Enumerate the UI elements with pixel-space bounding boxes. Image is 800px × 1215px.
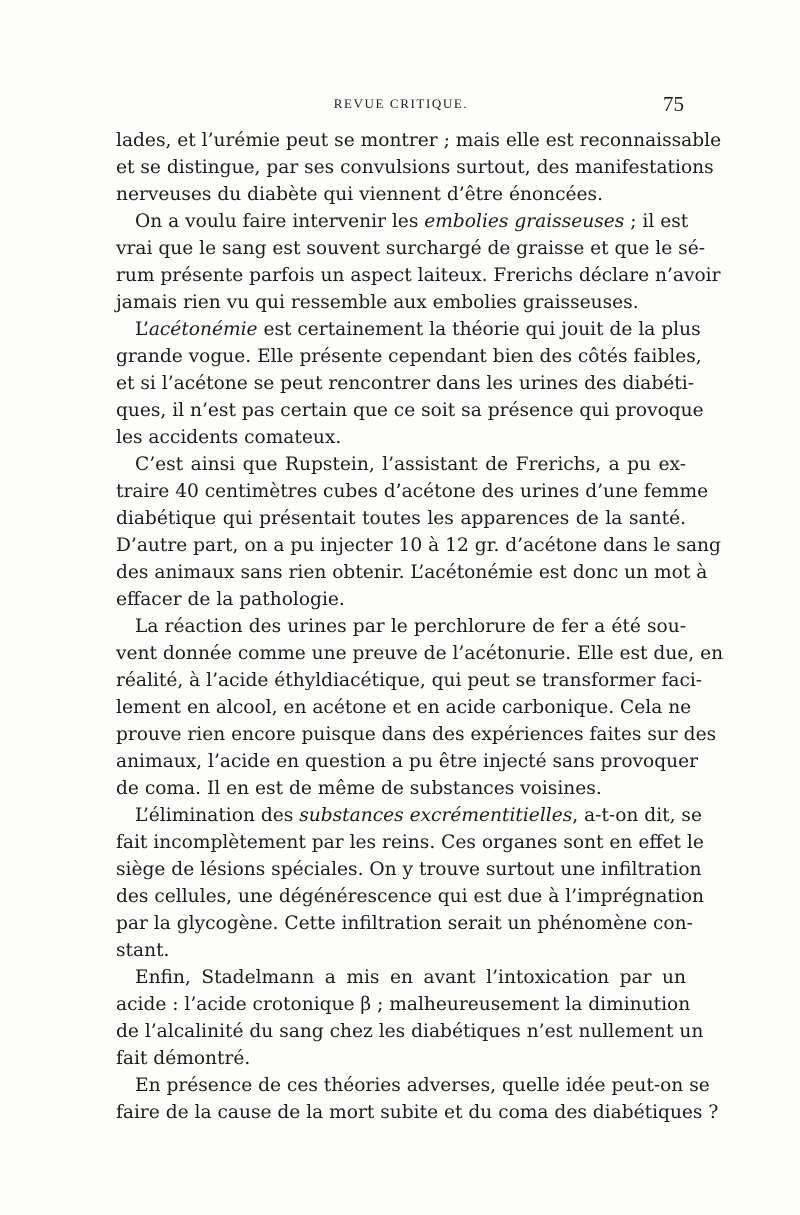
text-line: réalité, à l’acide éthyldiacétique, qui peut se transformer faci- bbox=[116, 670, 703, 691]
text-line: Enfin, Stadelmann a mis en avant l’intoxication par un bbox=[135, 967, 686, 988]
line-text: On a voulu faire intervenir les bbox=[135, 211, 425, 232]
line-text: , a-t-on dit, se bbox=[572, 805, 702, 826]
body-text bbox=[116, 127, 724, 1126]
text-line: animaux, l’acide en question a pu être injecté sans provoquer bbox=[116, 751, 698, 772]
italic-term: embolies graisseuses bbox=[424, 211, 625, 232]
text-line: jamais rien vu qui ressemble aux embolies graisseuses. bbox=[116, 292, 639, 313]
text-line bbox=[116, 316, 701, 343]
text-line: et si l’acétone se peut rencontrer dans les urines des diabéti- bbox=[116, 373, 694, 394]
text-line: prouve rien encore puisque dans des expériences faites sur des bbox=[116, 724, 717, 745]
text-line bbox=[116, 802, 702, 829]
text-line: nerveuses du diabète qui viennent d’être énoncées. bbox=[116, 184, 603, 205]
text-line: fait incomplètement par les reins. Ces organes sont en effet le bbox=[116, 832, 704, 853]
text-line: fait démontré. bbox=[116, 1048, 251, 1069]
running-title: REVUE CRITIQUE. bbox=[333, 96, 469, 111]
text-line: D’autre part, on a pu injecter 10 à 12 gr. d’acétone dans le sang bbox=[116, 535, 721, 556]
text-line: grande vogue. Elle présente cependant bien des côtés faibles, bbox=[116, 346, 702, 367]
italic-term: acétonémie bbox=[148, 319, 258, 340]
text-line: diabétique qui présentait toutes les apparences de la santé. bbox=[116, 508, 686, 529]
text-line: de l’alcalinité du sang chez les diabétiques n’est nullement un bbox=[116, 1021, 704, 1042]
text-line: les accidents comateux. bbox=[116, 427, 342, 448]
text-line: siège de lésions spéciales. On y trouve surtout une infiltration bbox=[116, 859, 702, 880]
line-text: L’élimination des bbox=[135, 805, 300, 826]
text-line: lades, et l’urémie peut se montrer ; mais elle est reconnaissable bbox=[116, 130, 722, 151]
text-line: et se distingue, par ses convulsions surtout, des manifestations bbox=[116, 157, 714, 178]
text-line bbox=[116, 208, 689, 235]
text-line: C’est ainsi que Rupstein, l’assistant de Frerichs, a pu ex- bbox=[135, 454, 686, 475]
text-line: acide : l’acide crotonique β ; malheureusement la diminution bbox=[116, 994, 691, 1015]
text-line: En présence de ces théories adverses, quelle idée peut-on se bbox=[135, 1075, 710, 1096]
page-header bbox=[116, 92, 686, 118]
text-line: lement en alcool, en acétone et en acide carbonique. Cela ne bbox=[116, 697, 692, 718]
line-text: ; il est bbox=[624, 211, 689, 232]
text-line: vent donnée comme une preuve de l’acétonurie. Elle est due, en bbox=[116, 643, 724, 664]
text-line: vrai que le sang est souvent surchargé de graisse et que le sé- bbox=[116, 238, 705, 259]
page-number: 75 bbox=[663, 92, 684, 116]
text-line: de coma. Il en est de même de substances voisines. bbox=[116, 778, 602, 799]
line-text: est certainement la théorie qui jouit de la plus bbox=[257, 319, 701, 340]
italic-term: substances excrémentitielles bbox=[299, 805, 573, 826]
text-line: par la glycogène. Cette infiltration serait un phénomène con- bbox=[116, 913, 693, 934]
line-text: L’ bbox=[135, 319, 149, 340]
text-line: faire de la cause de la mort subite et du coma des diabétiques ? bbox=[116, 1102, 719, 1123]
text-line: La réaction des urines par le perchlorure de fer a été sou- bbox=[135, 616, 686, 637]
text-line: des animaux sans rien obtenir. L’acétonémie est donc un mot à bbox=[116, 562, 708, 583]
text-line: ques, il n’est pas certain que ce soit sa présence qui provoque bbox=[116, 400, 704, 421]
text-line: effacer de la pathologie. bbox=[116, 589, 345, 610]
text-line: rum présente parfois un aspect laiteux. Frerichs déclare n’avoir bbox=[116, 265, 721, 286]
text-line: traire 40 centimètres cubes d’acétone des urines d’une femme bbox=[116, 481, 709, 502]
text-line: stant. bbox=[116, 940, 170, 961]
text-line: des cellules, une dégénérescence qui est due à l’imprégnation bbox=[116, 886, 705, 907]
